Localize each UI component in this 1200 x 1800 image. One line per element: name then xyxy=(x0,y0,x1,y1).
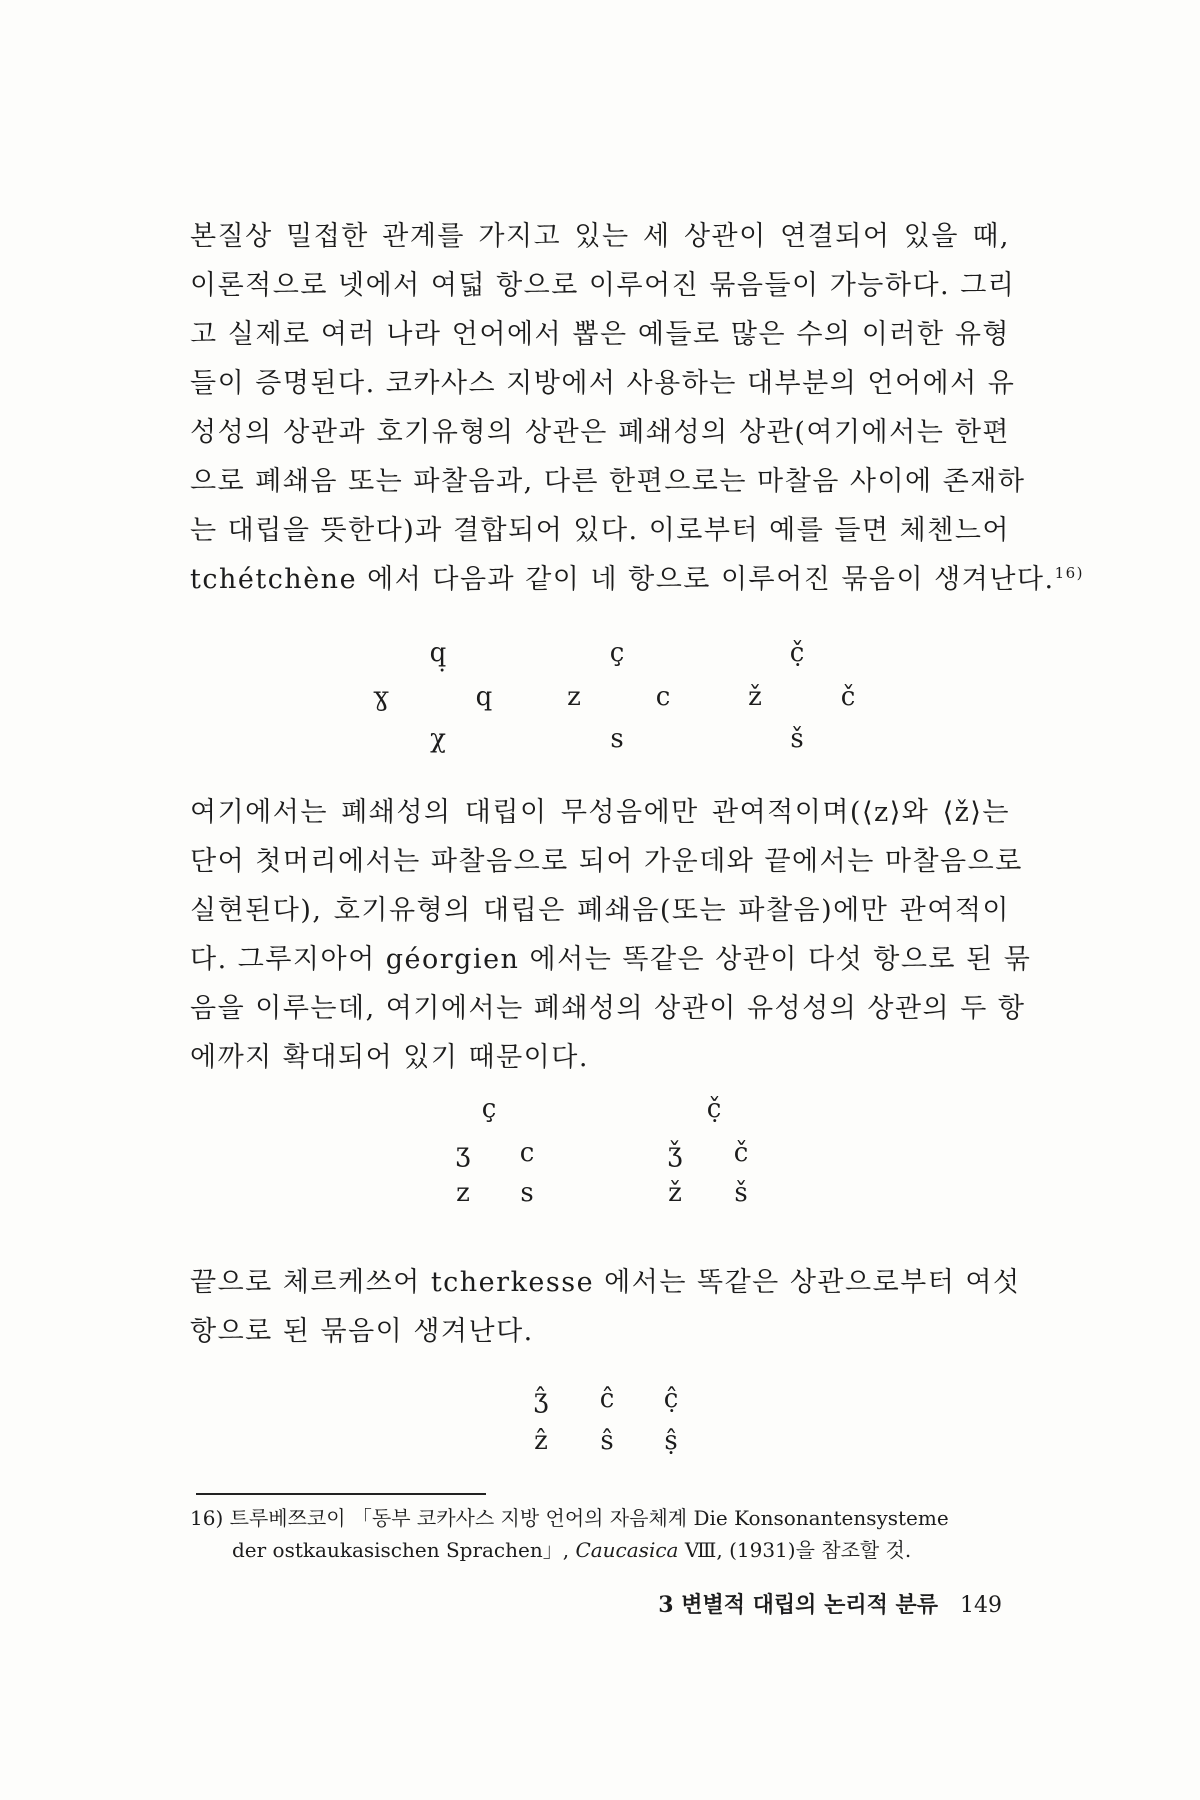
paragraph-2 xyxy=(190,788,1032,1082)
phoneme: χ xyxy=(430,724,446,754)
footnote-line-2 xyxy=(190,1534,1020,1566)
section-title: 3 변별적 대립의 논리적 분류 xyxy=(658,1592,938,1618)
phoneme: q̣ xyxy=(429,638,447,668)
paragraph-1-line: tchétchène 에서 다음과 같이 네 항으로 이루어진 묶음이 생겨난다. xyxy=(190,564,1055,595)
phoneme: ž xyxy=(668,1178,682,1208)
paragraph-2-line: 에까지 확대되어 있기 때문이다. xyxy=(190,1042,589,1073)
phoneme: ž xyxy=(748,682,762,712)
footnote-title-cont: der ostkaukasischen Sprachen」, xyxy=(232,1538,570,1562)
phoneme: ẑ xyxy=(534,1426,548,1456)
footnote-title: Die Konsonantensysteme xyxy=(693,1506,949,1530)
paragraph-1-line: 들이 증명된다. 코카사스 지방에서 사용하는 대부분의 언어에서 유 xyxy=(190,368,1016,399)
paragraph-1-line: 성성의 상관과 호기유형의 상관은 폐쇄성의 상관(여기에서는 한편 xyxy=(190,417,1010,448)
paragraph-2-line: 단어 첫머리에서는 파찰음으로 되어 가운데와 끝에서는 마찰음으로 xyxy=(190,846,1023,877)
phoneme: č̣ xyxy=(789,638,805,668)
footnote-text: 트루베쯔코이 「동부 코카사스 지방 언어의 자음체계 xyxy=(229,1506,688,1530)
phoneme: š xyxy=(734,1178,748,1208)
paragraph-1-line: 는 대립을 뜻한다)과 결합되어 있다. 이로부터 예를 들면 체첸느어 xyxy=(190,515,1010,546)
paragraph-1-line: 이론적으로 넷에서 여덟 항으로 이루어진 묶음들이 가능하다. 그리 xyxy=(190,270,1016,301)
paragraph-1-line: 고 실제로 여러 나라 언어에서 뽑은 예들로 많은 수의 이러한 유형 xyxy=(190,319,1010,350)
phoneme: ʒ̂ xyxy=(533,1384,549,1414)
paragraph-3-line: 항으로 된 묶음이 생겨난다. xyxy=(190,1316,534,1347)
paragraph-1-line: 으로 폐쇄음 또는 파찰음과, 다른 한편으로는 마찰음 사이에 존재하 xyxy=(190,466,1026,497)
paragraph-2-line: 여기에서는 폐쇄성의 대립이 무성음에만 관여적이며(⟨z⟩와 ⟨ž⟩는 xyxy=(190,797,1010,828)
journal-name: Caucasica xyxy=(575,1538,679,1562)
phoneme: ɣ xyxy=(373,682,389,712)
phoneme: c xyxy=(655,682,671,712)
phoneme: ĉ xyxy=(599,1384,615,1414)
paragraph-3 xyxy=(190,1258,1021,1356)
phoneme: ç xyxy=(609,638,625,668)
phoneme: č̣ xyxy=(706,1094,722,1124)
running-footer xyxy=(658,1588,1002,1619)
paragraph-3-line: 끝으로 체르케쓰어 tcherkesse 에서는 똑같은 상관으로부터 여섯 xyxy=(190,1267,1021,1298)
paragraph-1-last-line xyxy=(190,555,1085,604)
phoneme: c xyxy=(519,1138,535,1168)
phoneme: ç xyxy=(481,1094,497,1124)
footnote-rule xyxy=(196,1493,486,1495)
footnote-line-1 xyxy=(190,1502,1020,1534)
phoneme: š xyxy=(790,724,804,754)
phoneme: ŝ xyxy=(600,1426,614,1456)
paragraph-2-line: 실현된다), 호기유형의 대립은 폐쇄음(또는 파찰음)에만 관여적이 xyxy=(190,895,1010,926)
phoneme: z xyxy=(456,1178,470,1208)
paragraph-1-line: 본질상 밀접한 관계를 가지고 있는 세 상관이 연결되어 있을 때, xyxy=(190,221,1010,252)
paragraph-1 xyxy=(190,212,1085,604)
phoneme: q xyxy=(475,682,493,712)
footnote xyxy=(190,1502,1020,1566)
paragraph-2-line: 다. 그루지아어 géorgien 에서는 똑같은 상관이 다섯 항으로 된 묶 xyxy=(190,944,1032,975)
phoneme: z xyxy=(567,682,581,712)
phoneme: č xyxy=(733,1138,749,1168)
footnote-number: 16) xyxy=(190,1506,224,1530)
phoneme: č xyxy=(840,682,856,712)
phoneme: ṣ̂ xyxy=(664,1426,678,1456)
footnote-citation: Ⅷ, (1931)을 참조할 것. xyxy=(684,1538,912,1562)
phoneme: s xyxy=(520,1178,534,1208)
page-number: 149 xyxy=(960,1593,1002,1618)
phoneme: ʒ xyxy=(455,1138,471,1168)
phoneme: ǯ xyxy=(667,1138,683,1168)
footnote-reference: 16) xyxy=(1054,564,1085,582)
paragraph-2-line: 음을 이루는데, 여기에서는 폐쇄성의 상관이 유성성의 상관의 두 항 xyxy=(190,993,1026,1024)
phoneme: ĉ̣ xyxy=(663,1384,679,1414)
phoneme: s xyxy=(610,724,624,754)
